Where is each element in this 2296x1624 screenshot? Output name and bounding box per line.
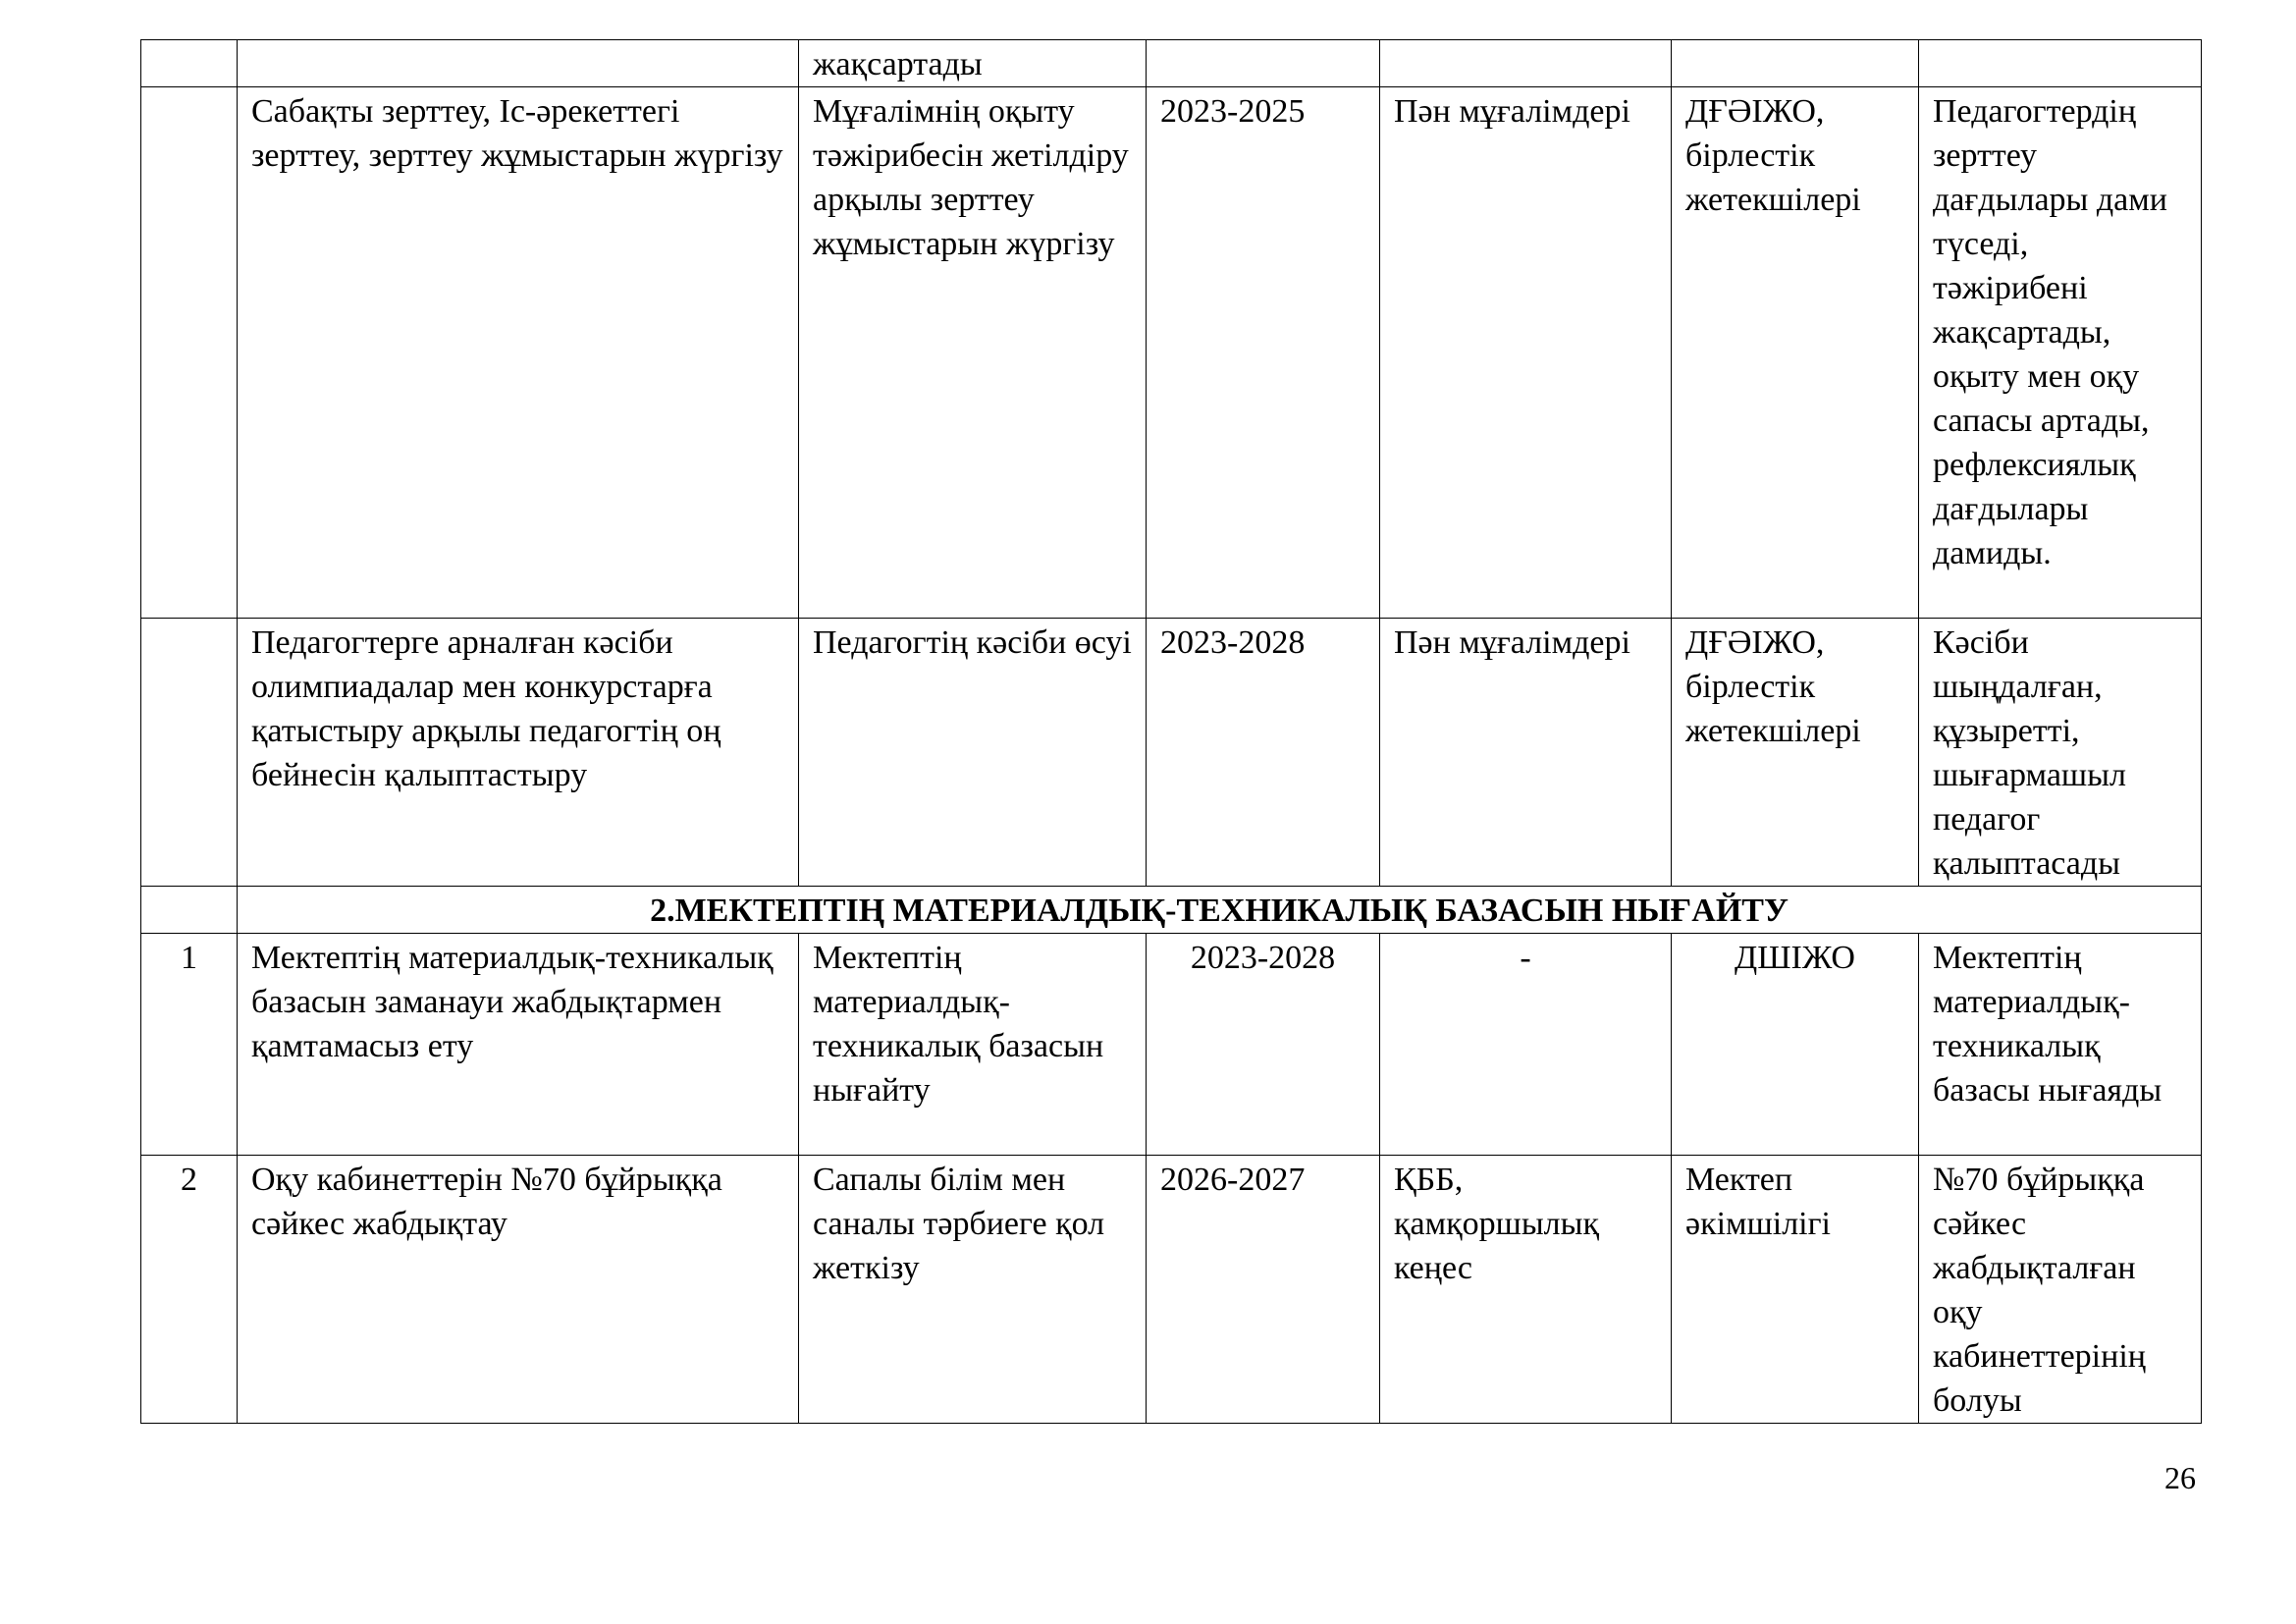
responsible-cell — [1672, 40, 1919, 87]
participants-cell: Пән мұғалімдері — [1380, 619, 1672, 887]
table-row — [141, 1156, 2202, 1424]
row-number-cell — [141, 87, 238, 619]
result-cell: Мектептің материалдық-техникалық базасы нығаяды — [1919, 934, 2202, 1156]
period-cell: 2026-2027 — [1147, 1156, 1380, 1424]
participants-cell: Пән мұғалімдері — [1380, 87, 1672, 619]
result-cell: №70 бұйрыққа сәйкес жабдықталған оқу кабинеттерінің болуы — [1919, 1156, 2202, 1424]
responsible-cell: Мектеп әкімшілігі — [1672, 1156, 1919, 1424]
table-row — [141, 619, 2202, 887]
section-number-cell — [141, 887, 238, 934]
goal-cell: Мұғалімнің оқыту тәжірибесін жетілдіру арқылы зерттеу жұмыстарын жүргізу — [799, 87, 1147, 619]
result-cell — [1919, 40, 2202, 87]
row-number-cell: 1 — [141, 934, 238, 1156]
section-heading-row — [141, 887, 2202, 934]
section-title: 2.МЕКТЕПТІҢ МАТЕРИАЛДЫҚ-ТЕХНИКАЛЫҚ БАЗАСЫН НЫҒАЙТУ — [238, 887, 2202, 934]
responsible-cell: ДШІЖО — [1672, 934, 1919, 1156]
period-cell — [1147, 40, 1380, 87]
period-cell: 2023-2028 — [1147, 619, 1380, 887]
period-cell: 2023-2025 — [1147, 87, 1380, 619]
participants-cell — [1380, 40, 1672, 87]
table-row — [141, 40, 2202, 87]
goal-cell: Сапалы білім мен саналы тәрбиеге қол жеткізу — [799, 1156, 1147, 1424]
table-row — [141, 87, 2202, 619]
row-number-cell — [141, 619, 238, 887]
participants-cell: ҚББ, қамқоршылық кеңес — [1380, 1156, 1672, 1424]
responsible-cell: ДҒӘІЖО, бірлестік жетекшілері — [1672, 87, 1919, 619]
goal-cell: Педагогтің кәсіби өсуі — [799, 619, 1147, 887]
activity-cell: Мектептің материалдық-техникалық базасын заманауи жабдықтармен қамтамасыз ету — [238, 934, 799, 1156]
goal-cell: жақсартады — [799, 40, 1147, 87]
period-cell: 2023-2028 — [1147, 934, 1380, 1156]
activity-cell: Педагогтерге арналған кәсіби олимпиадалар мен конкурстарға қатыстыру арқылы педагогтің оң бейнесін қалыптастыру — [238, 619, 799, 887]
row-number-cell — [141, 40, 238, 87]
activity-cell: Сабақты зерттеу, Іс-әрекеттегі зерттеу, зерттеу жұмыстарын жүргізу — [238, 87, 799, 619]
result-cell: Педагогтердің зерттеу дағдылары дами түседі, тәжірибені жақсартады, оқыту мен оқу сапасы артады, рефлексиялық дағдылары дамиды. — [1919, 87, 2202, 619]
goal-cell: Мектептің материалдық-техникалық базасын нығайту — [799, 934, 1147, 1156]
activity-cell: Оқу кабинеттерін №70 бұйрыққа сәйкес жабдықтау — [238, 1156, 799, 1424]
action-plan-table — [140, 39, 2202, 1424]
row-number-cell: 2 — [141, 1156, 238, 1424]
page-number: 26 — [2164, 1460, 2196, 1495]
table-row — [141, 934, 2202, 1156]
responsible-cell: ДҒӘІЖО, бірлестік жетекшілері — [1672, 619, 1919, 887]
activity-cell — [238, 40, 799, 87]
result-cell: Кәсіби шыңдалған, құзыретті, шығармашыл педагог қалыптасады — [1919, 619, 2202, 887]
participants-cell: - — [1380, 934, 1672, 1156]
